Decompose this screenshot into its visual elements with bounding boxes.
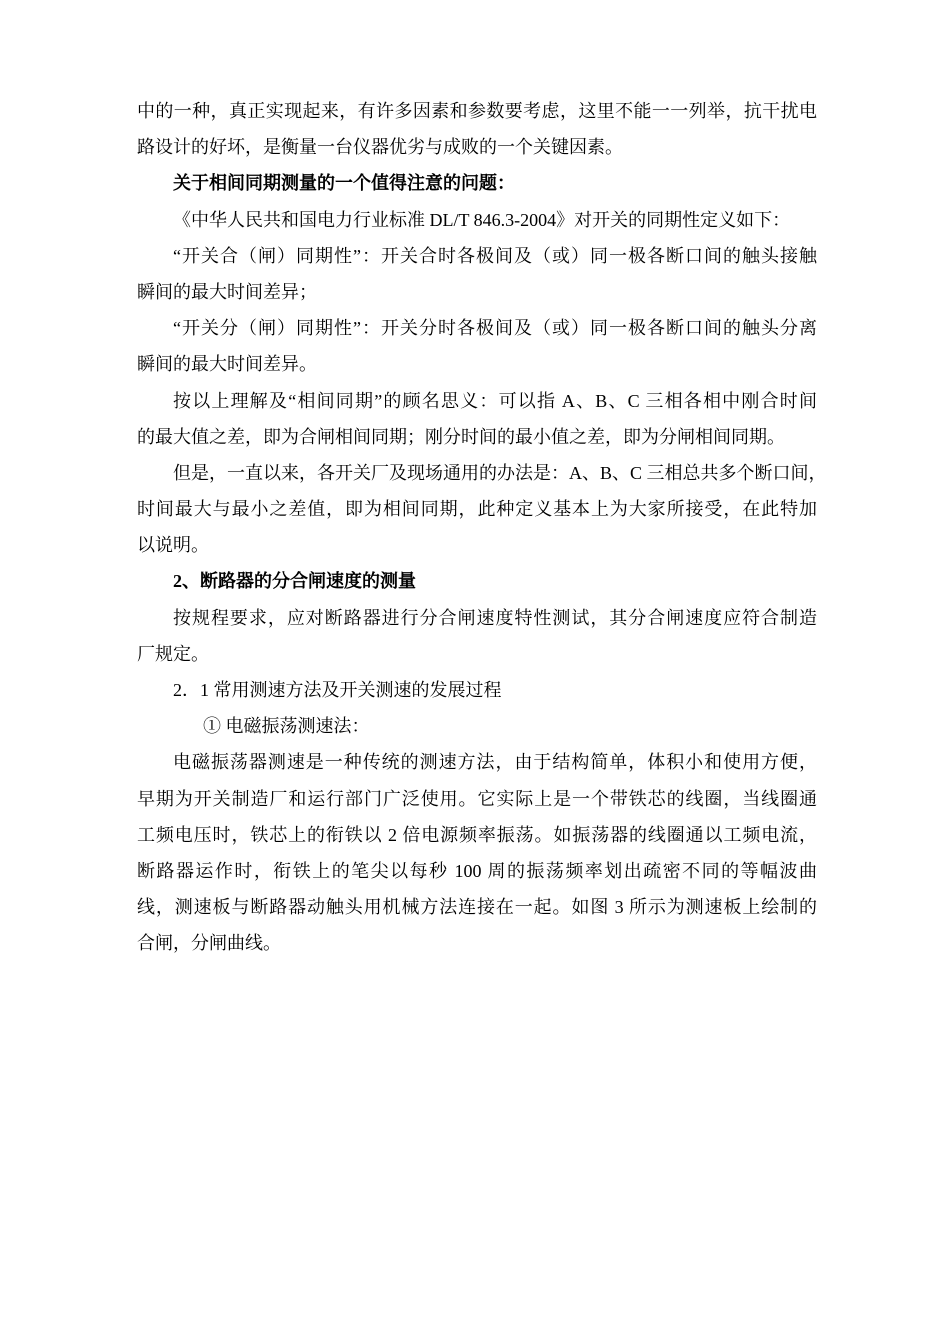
text-line: 《中华人民共和国电力行业标准 DL/T 846.3-2004》对开关的同期性定义如下： <box>173 209 791 230</box>
text-line: 工频电压时，铁芯上的衔铁以 2 倍电源频率振荡。如振荡器的线圈通以工频电流， <box>137 824 817 845</box>
text-line: “开关合（闸）同期性”：开关合时各极间及（或）同一极各断口间的触头接触 <box>173 245 817 266</box>
document-body <box>137 93 827 962</box>
text-line: 合闸，分闸曲线。 <box>137 933 281 954</box>
text-line: 按规程要求，应对断路器进行分合闸速度特性测试，其分合闸速度应符合制造 <box>173 607 817 628</box>
text-line: 断路器运作时，衔铁上的笔尖以每秒 100 周的振荡频率划出疏密不同的等幅波曲 <box>137 860 817 881</box>
subsection-heading: 2．1 常用测速方法及开关测速的发展过程 <box>173 680 502 700</box>
text-line: 但是，一直以来，各开关厂及现场通用的办法是：A、B、C 三相总共多个断口间， <box>173 462 827 483</box>
text-line: 路设计的好坏，是衡量一台仪器优劣与成败的一个关键因素。 <box>137 137 623 158</box>
text-line: 电磁振荡器测速是一种传统的测速方法，由于结构简单，体积小和使用方便， <box>173 752 817 773</box>
text-line: 厂规定。 <box>137 643 209 664</box>
text-line: 中的一种，真正实现起来，有许多因素和参数要考虑，这里不能一一列举，抗干扰电 <box>137 101 817 121</box>
text-line: 时间最大与最小之差值，即为相间同期，此种定义基本上为大家所接受，在此特加 <box>137 499 817 520</box>
text-line: “开关分（闸）同期性”：开关分时各极间及（或）同一极各断口间的触头分离 <box>173 318 817 339</box>
list-item-heading: ① 电磁振荡测速法： <box>203 716 370 737</box>
text-line: 的最大值之差，即为合闸相间同期；刚分时间的最小值之差，即为分闸相间同期。 <box>137 426 785 447</box>
text-line: 瞬间的最大时间差异。 <box>137 354 317 375</box>
section-heading: 2、断路器的分合闸速度的测量 <box>173 571 416 592</box>
text-line: 瞬间的最大时间差异； <box>137 281 317 302</box>
text-line: 早期为开关制造厂和运行部门广泛使用。它实际上是一个带铁芯的线圈，当线圈通 <box>137 788 817 809</box>
text-line: 线，测速板与断路器动触头用机械方法连接在一起。如图 3 所示为测速板上绘制的 <box>137 897 817 918</box>
text-line: 以说明。 <box>137 535 209 556</box>
section-heading: 关于相间同期测量的一个值得注意的问题： <box>173 173 515 194</box>
text-line: 按以上理解及“相间同期”的顾名思义：可以指 A、B、C 三相各相中刚合时间 <box>173 390 817 411</box>
